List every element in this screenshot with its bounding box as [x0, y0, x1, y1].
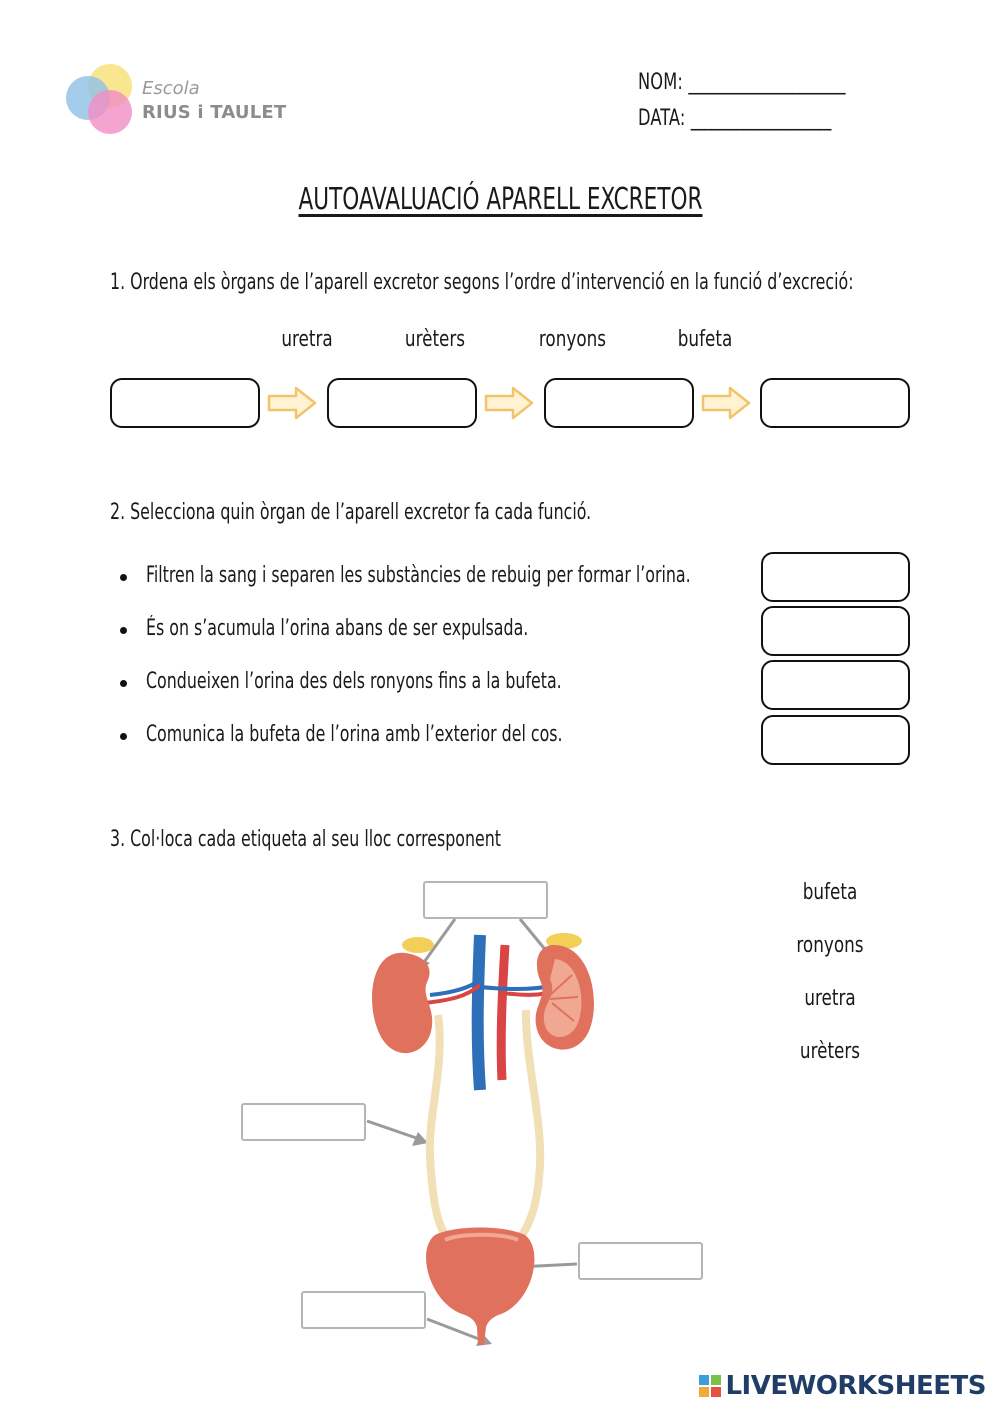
question-3-text: 3. Col·loca cada etiqueta al seu lloc corresponent [110, 827, 502, 852]
logo-line2: RIUS i TAULET [142, 102, 287, 123]
liveworksheets-logo [699, 1366, 986, 1406]
right-arrow-icon [483, 384, 535, 422]
school-logo [62, 60, 292, 140]
function-item-3: Condueixen l’orina des dels ronyons fins a la bufeta. [146, 669, 562, 694]
page-title: AUTOAVALUACIÓ APARELL EXCRETOR [298, 182, 702, 217]
diagram-label-box-left[interactable] [241, 1103, 366, 1141]
bladder-icon [426, 1228, 534, 1346]
label-uretra[interactable]: uretra [804, 986, 856, 1011]
logo-line1: Escola [142, 78, 200, 99]
right-arrow-icon [266, 384, 318, 422]
bullet-icon [120, 574, 127, 581]
order-box-4[interactable] [760, 378, 910, 428]
right-arrow-icon [700, 384, 752, 422]
order-box-3[interactable] [544, 378, 694, 428]
answer-box-4[interactable] [761, 715, 910, 765]
logo-circles-icon [62, 60, 142, 140]
label-ronyons[interactable]: ronyons [796, 933, 864, 958]
label-ureters[interactable]: urèters [799, 1039, 861, 1064]
diagram-label-box-right[interactable] [578, 1242, 703, 1280]
answer-box-2[interactable] [761, 606, 910, 656]
diagram-label-box-top[interactable] [423, 881, 548, 919]
diagram-label-box-bottom[interactable] [301, 1291, 426, 1329]
q1-word-ronyons[interactable]: ronyons [538, 327, 607, 352]
question-2-text: 2. Selecciona quin òrgan de l’aparell excretor fa cada funció. [110, 500, 592, 525]
date-field[interactable]: DATA: _________________ [638, 106, 832, 131]
liveworksheets-brand: LIVEWORKSHEETS [725, 1371, 986, 1401]
order-box-1[interactable] [110, 378, 260, 428]
ureters-icon [430, 1010, 540, 1235]
bullet-icon [120, 680, 127, 687]
label-bufeta[interactable]: bufeta [802, 880, 858, 905]
answer-box-3[interactable] [761, 660, 910, 710]
q1-word-bufeta[interactable]: bufeta [677, 327, 733, 352]
bullet-icon [120, 733, 127, 740]
answer-box-1[interactable] [761, 552, 910, 602]
function-item-1: Filtren la sang i separen les substàncies de rebuig per formar l’orina. [146, 563, 691, 588]
bullet-icon [120, 627, 127, 634]
function-item-2: És on s’acumula l’orina abans de ser expulsada. [146, 616, 529, 641]
name-field[interactable]: NOM: ___________________ [638, 70, 846, 95]
q1-word-uretra[interactable]: uretra [281, 327, 333, 352]
liveworksheets-icon [699, 1375, 721, 1397]
order-box-2[interactable] [327, 378, 477, 428]
left-kidney-icon [372, 953, 432, 1053]
function-item-4: Comunica la bufeta de l’orina amb l’exterior del cos. [146, 722, 563, 747]
q1-word-ureters[interactable]: urèters [404, 327, 466, 352]
question-1-text: 1. Ordena els òrgans de l’aparell excretor segons l’ordre d’intervenció en la funció d’excreció: [110, 270, 854, 295]
